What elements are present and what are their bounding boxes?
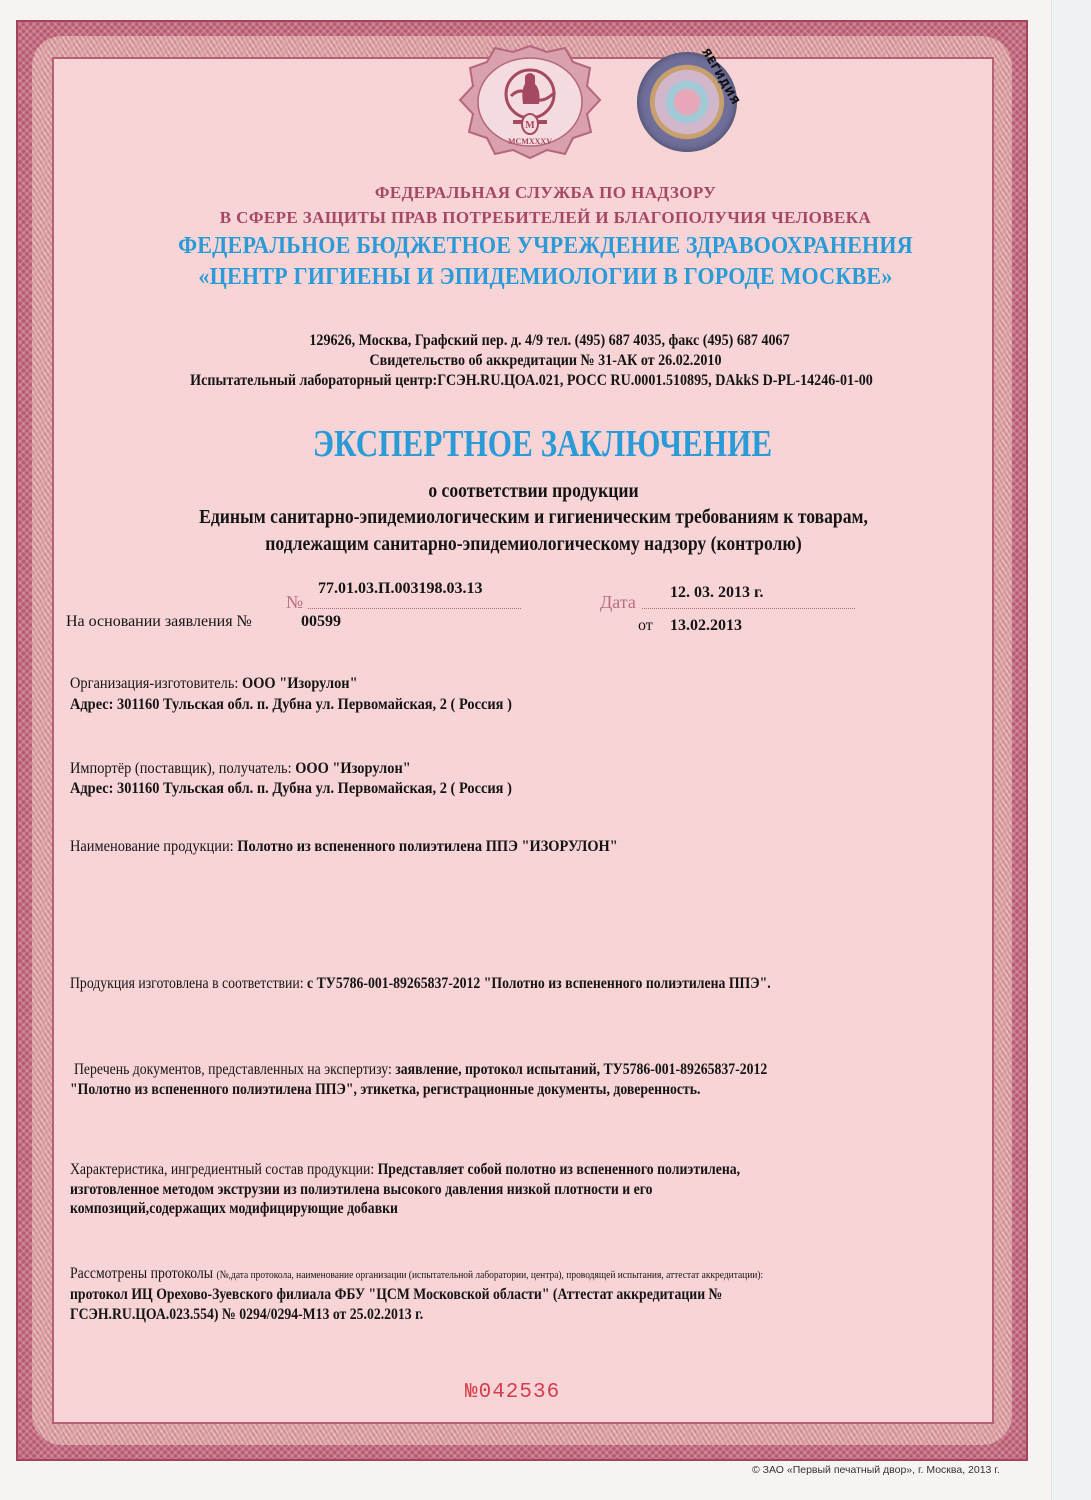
emblem-monogram: M bbox=[525, 120, 535, 131]
composition-row-2 bbox=[70, 1181, 653, 1199]
application-from-label: от bbox=[638, 617, 653, 634]
composition-label: Характеристика, ингредиентный состав продукции: bbox=[70, 1161, 375, 1178]
conclusion-number: 77.01.03.П.003198.03.13 bbox=[318, 580, 483, 597]
certificate-paper bbox=[52, 57, 994, 1424]
product-name: Полотно из вспененного полиэтилена ППЭ "ИЗОРУЛОН" bbox=[237, 838, 618, 855]
standard-label: Продукция изготовлена в соответствии: bbox=[70, 975, 304, 992]
date-underline bbox=[642, 607, 855, 609]
header-org-line2: «ЦЕНТР ГИГИЕНЫ И ЭПИДЕМИОЛОГИИ В ГОРОДЕ МОСКВЕ» bbox=[198, 264, 893, 290]
standard-row bbox=[70, 975, 771, 993]
hologram-seal-icon bbox=[637, 45, 743, 152]
emblem-year: MCMXXXV bbox=[508, 137, 552, 146]
importer-address-row bbox=[70, 780, 512, 798]
document-subtitle-3: подлежащим санитарно-эпидемиологическому надзору (контролю) bbox=[265, 533, 802, 555]
date-label: Дата bbox=[600, 592, 636, 612]
composition-row bbox=[70, 1161, 740, 1179]
importer-label: Импортёр (поставщик), получатель: bbox=[70, 760, 292, 777]
manufacturer-address-row bbox=[70, 696, 512, 714]
header-address: 129626, Москва, Графский пер. д. 4/9 тел. (495) 687 4035, факс (495) 687 4067 bbox=[309, 332, 790, 349]
header-org-line1: ФЕДЕРАЛЬНОЕ БЮДЖЕТНОЕ УЧРЕЖДЕНИЕ ЗДРАВООХРАНЕНИЯ bbox=[178, 233, 913, 259]
manufacturer-name: ООО "Изорулон" bbox=[242, 675, 358, 692]
form-serial-number: №042536 bbox=[465, 1381, 561, 1404]
product-row bbox=[70, 838, 618, 856]
document-subtitle-1: о соответствии продукции bbox=[428, 480, 639, 502]
documents-value-line2: "Полотно из вспененного полиэтилена ППЭ", этикетка, регистрационные документы, доверенность. bbox=[70, 1081, 701, 1098]
header-service-line1: ФЕДЕРАЛЬНАЯ СЛУЖБА ПО НАДЗОРУ bbox=[374, 183, 717, 202]
application-number: 00599 bbox=[301, 613, 341, 630]
conclusion-date: 12. 03. 2013 г. bbox=[670, 584, 764, 601]
protocols-label-note: (№,дата протокола, наименование организации (испытательной лаборатории, центра), проводящей испытания, аттестат аккредитации): bbox=[216, 1269, 764, 1281]
protocols-value-line2: ГСЭН.RU.ЦОА.023.554) № 0294/0294-М13 от 25.02.2013 г. bbox=[70, 1306, 424, 1323]
manufacturer-address: Адрес: 301160 Тульская обл. п. Дубна ул. Первомайская, 2 ( Россия ) bbox=[70, 696, 512, 713]
importer-row bbox=[70, 760, 411, 778]
composition-value-line3: композиций,содержащих модифицирующие добавки bbox=[70, 1200, 398, 1217]
application-date: 13.02.2013 bbox=[670, 617, 742, 634]
product-label: Наименование продукции: bbox=[70, 838, 234, 855]
header-lab-center: Испытательный лабораторный центр:ГСЭН.RU.ЦОА.021, РОСС RU.0001.510895, DAkkS D-PL-14246-01-00 bbox=[190, 372, 873, 389]
documents-row-2 bbox=[70, 1081, 700, 1099]
composition-value-line2: изготовленное методом экструзии из полиэтилена высокого давления низкой плотности и его bbox=[70, 1181, 653, 1198]
protocols-row-2 bbox=[70, 1286, 722, 1304]
documents-label: Перечень документов, представленных на экспертизу: bbox=[74, 1061, 392, 1078]
hologram-label: ЯЕГИДИЯ bbox=[699, 45, 743, 108]
importer-address: Адрес: 301160 Тульская обл. п. Дубна ул. Первомайская, 2 ( Россия ) bbox=[70, 780, 512, 797]
manufacturer-label: Организация-изготовитель: bbox=[70, 675, 239, 692]
protocols-label: Рассмотрены протоколы bbox=[70, 1265, 214, 1282]
documents-row bbox=[74, 1061, 767, 1079]
header-accreditation: Свидетельство об аккредитации № 31-АК от 26.02.2010 bbox=[369, 352, 722, 369]
importer-name: ООО "Изорулон" bbox=[295, 760, 411, 777]
document-title: ЭКСПЕРТНОЕ ЗАКЛЮЧЕНИЕ bbox=[312, 423, 773, 465]
protocols-value-line1: протокол ИЦ Орехово-Зуевского филиала ФБУ "ЦСМ Московской области" (Аттестат аккредитации № bbox=[70, 1286, 723, 1303]
hygieia-emblem-icon bbox=[455, 42, 605, 162]
documents-value-line1: заявление, протокол испытаний, ТУ5786-001-89265837-2012 bbox=[395, 1061, 768, 1078]
standard-value: с ТУ5786-001-89265837-2012 "Полотно из вспененного полиэтилена ППЭ". bbox=[307, 975, 771, 992]
printer-imprint: © ЗАО «Первый печатный двор», г. Москва, 2013 г. bbox=[752, 1464, 1000, 1476]
composition-value-line1: Представляет собой полотно из вспененного полиэтилена, bbox=[377, 1161, 741, 1178]
number-label: № bbox=[286, 592, 304, 612]
protocols-row bbox=[70, 1265, 763, 1283]
protocols-row-3 bbox=[70, 1306, 423, 1324]
composition-row-3 bbox=[70, 1200, 398, 1218]
number-underline bbox=[308, 607, 521, 609]
document-subtitle-2: Единым санитарно-эпидемиологическим и гигиеническим требованиям к товарам, bbox=[199, 506, 868, 528]
header-service-line2: В СФЕРЕ ЗАЩИТЫ ПРАВ ПОТРЕБИТЕЛЕЙ И БЛАГОПОЛУЧИЯ ЧЕЛОВЕКА bbox=[219, 208, 872, 227]
manufacturer-row bbox=[70, 675, 358, 693]
application-label: На основании заявления № bbox=[66, 613, 252, 630]
